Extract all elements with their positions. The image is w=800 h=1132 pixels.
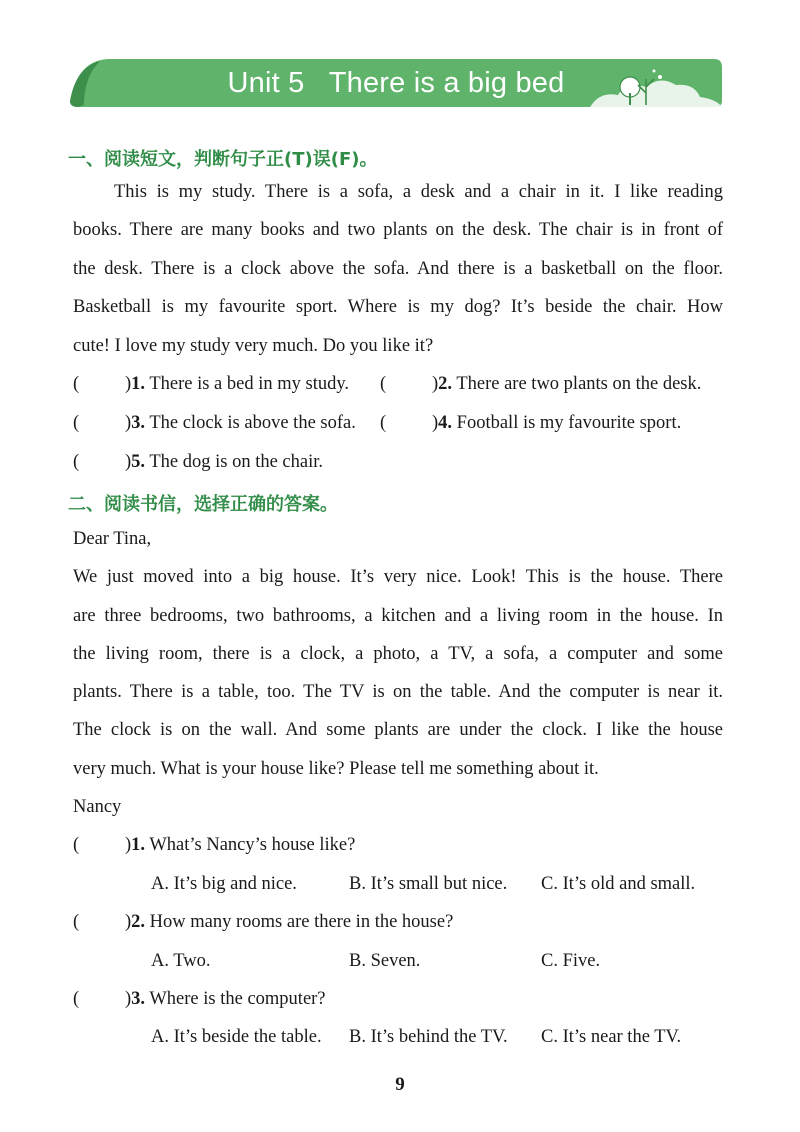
mc-question-3: ( )3. Where is the computer? — [73, 989, 326, 1009]
mc-question-2: ( )2. How many rooms are there in the house? — [73, 912, 454, 932]
page-number: 9 — [395, 1074, 405, 1095]
section-1-title: 一、阅读短文，判断句子正(T)误(F)。 — [68, 149, 378, 170]
answer-blank[interactable]: ( — [73, 835, 80, 855]
option-c[interactable]: C. It’s old and small. — [541, 874, 696, 894]
option-a[interactable]: A. It’s beside the table. — [151, 1027, 322, 1047]
option-c[interactable]: C. Five. — [541, 951, 601, 971]
tf-question-2: ( )2. There are two plants on the desk. — [380, 374, 702, 394]
tf-question-3: ( )3. The clock is above the sofa. — [73, 413, 356, 433]
option-a[interactable]: A. Two. — [151, 951, 211, 971]
answer-blank[interactable]: ( — [73, 989, 80, 1009]
answer-blank[interactable]: ( — [73, 374, 80, 394]
answer-blank[interactable]: ( — [73, 452, 80, 472]
option-b[interactable]: B. Seven. — [349, 951, 421, 971]
letter-line: plants. There is a table, too. The TV is on the table. And the computer is near it. — [73, 682, 723, 702]
option-b[interactable]: B. It’s behind the TV. — [349, 1027, 508, 1047]
unit-title: Unit 5 There is a big bed — [227, 67, 565, 99]
letter-line: the living room, there is a clock, a photo, a TV, a sofa, a computer and some — [73, 644, 723, 664]
option-a[interactable]: A. It’s big and nice. — [151, 874, 297, 894]
letter-line: are three bedrooms, two bathrooms, a kitchen and a living room in the house. In — [73, 606, 723, 626]
passage-line: Basketball is my favourite sport. Where is my dog? It’s beside the chair. How — [73, 297, 723, 317]
passage-line: the desk. There is a clock above the sofa. And there is a basketball on the floor. — [73, 259, 723, 279]
letter-line: very much. What is your house like? Please tell me something about it. — [73, 759, 599, 779]
answer-blank[interactable]: ( — [380, 374, 387, 394]
letter-signature: Nancy — [73, 797, 122, 817]
passage-line: books. There are many books and two plants on the desk. The chair is in front of — [73, 220, 723, 240]
tf-question-4: ( )4. Football is my favourite sport. — [380, 413, 682, 433]
answer-blank[interactable]: ( — [380, 413, 387, 433]
letter-line: The clock is on the wall. And some plants are under the clock. I like the house — [73, 720, 723, 740]
letter-line: We just moved into a big house. It’s very nice. Look! This is the house. There — [73, 567, 723, 587]
section-2-title: 二、阅读书信，选择正确的答案。 — [68, 494, 338, 515]
letter-greeting: Dear Tina, — [73, 529, 152, 549]
passage-line: This is my study. There is a sofa, a desk and a chair in it. I like reading — [114, 182, 723, 202]
tf-question-5: ( )5. The dog is on the chair. — [73, 452, 323, 472]
passage-line: cute! I love my study very much. Do you like it? — [73, 336, 434, 356]
mc-question-1: ( )1. What’s Nancy’s house like? — [73, 835, 356, 855]
option-c[interactable]: C. It’s near the TV. — [541, 1027, 682, 1047]
unit-banner — [70, 57, 722, 109]
option-b[interactable]: B. It’s small but nice. — [349, 874, 508, 894]
answer-blank[interactable]: ( — [73, 912, 80, 932]
tf-question-1: ( )1. There is a bed in my study. — [73, 374, 350, 394]
answer-blank[interactable]: ( — [73, 413, 80, 433]
